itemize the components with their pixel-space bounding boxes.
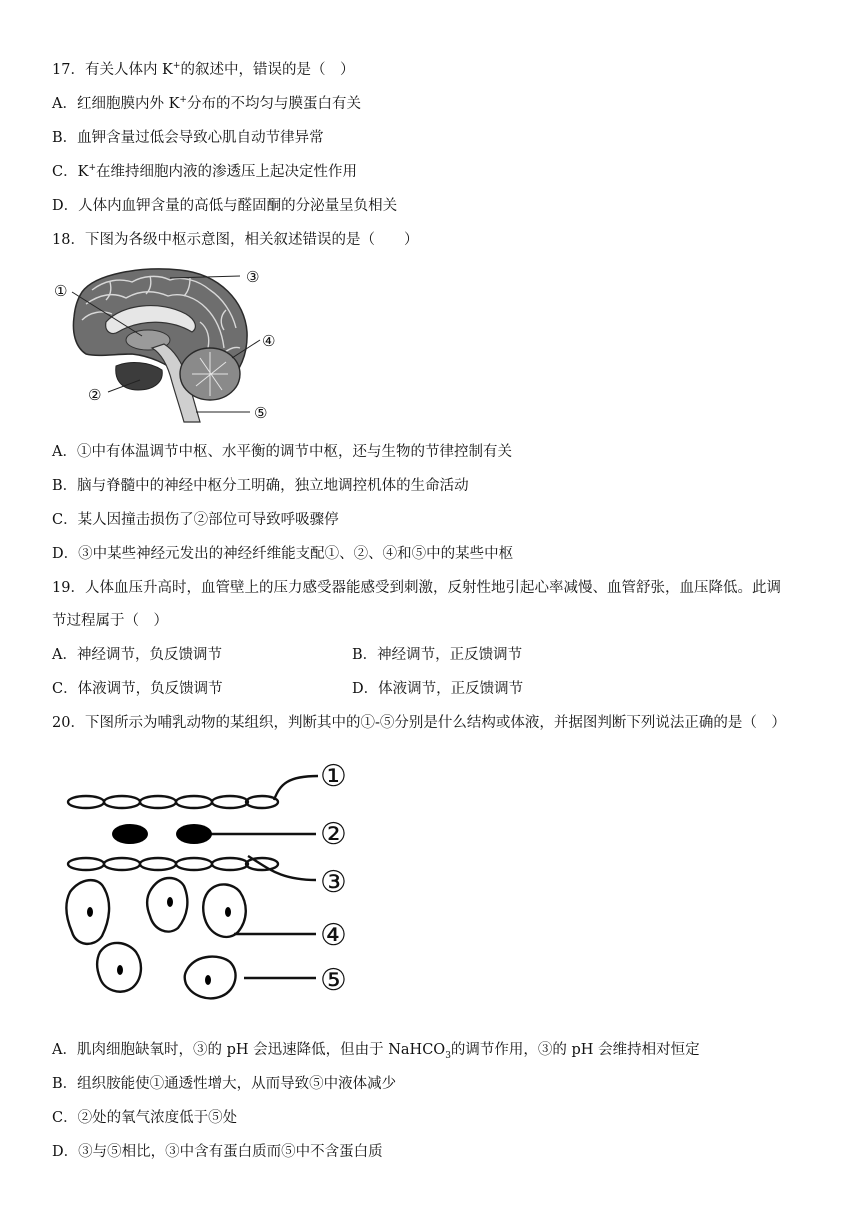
q20-option-b: B．组织胺能使①通透性增大，从而导致⑤中液体减少 (52, 1076, 397, 1092)
brain-label-2: ② (88, 386, 102, 404)
q18-stem: 18．下图为各级中枢示意图，相关叙述错误的是（ ） (52, 232, 419, 248)
q20-option-c: C．②处的氧气浓度低于⑤处 (52, 1110, 238, 1126)
q19-option-c: C．体液调节，负反馈调节 (52, 681, 223, 697)
tissue-label-3: ③ (320, 865, 347, 900)
q19-stem-line1: 19．人体血压升高时，血管壁上的压力感受器能感受到刺激，反射性地引起心率减慢、血管舒张，血压降低。此调 (52, 580, 781, 596)
tissue-label-1: ① (320, 759, 347, 794)
brain-label-3: ③ (246, 268, 260, 286)
tissue-label-4: ④ (320, 918, 347, 953)
tissue-diagram (58, 752, 368, 1017)
q17-stem: 17．有关人体内 K+的叙述中，错误的是（ ） (52, 61, 355, 78)
q19-option-d: D．体液调节，正反馈调节 (352, 681, 524, 697)
q18-option-a: A．①中有体温调节中枢、水平衡的调节中枢，还与生物的节律控制有关 (52, 444, 512, 460)
brain-label-1: ① (54, 282, 68, 300)
q17-option-d: D．人体内血钾含量的高低与醛固酮的分泌量呈负相关 (52, 198, 398, 214)
brain-diagram (50, 262, 280, 427)
q20-option-a: A．肌肉细胞缺氧时，③的 pH 会迅速降低，但由于 NaHCO$_3$的调节作用，③的 pH 会维持相对恒定 (52, 1042, 700, 1061)
tissue-label-2: ② (320, 817, 347, 852)
q20-stem: 20．下图所示为哺乳动物的某组织，判断其中的①-⑤分别是什么结构或体液，并据图判断下列说法正确的是（ ） (52, 715, 786, 731)
tissue-label-5: ⑤ (320, 963, 347, 998)
q20-option-d: D．③与⑤相比，③中含有蛋白质而⑤中不含蛋白质 (52, 1144, 383, 1160)
q19-option-b: B．神经调节，正反馈调节 (352, 647, 523, 663)
q18-option-c: C．某人因撞击损伤了②部位可导致呼吸骤停 (52, 512, 339, 528)
q19-stem-line2: 节过程属于（ ） (52, 613, 168, 629)
brain-label-4: ④ (262, 332, 276, 350)
q19-option-a: A．神经调节，负反馈调节 (52, 647, 222, 663)
q18-option-d: D．③中某些神经元发出的神经纤维能支配①、②、④和⑤中的某些中枢 (52, 546, 514, 562)
brain-label-5: ⑤ (254, 404, 268, 422)
q17-option-a: A．红细胞膜内外 K+分布的不均匀与膜蛋白有关 (52, 95, 361, 112)
q17-option-c: C．K+在维持细胞内液的渗透压上起决定性作用 (52, 163, 357, 180)
q17-option-b: B．血钾含量过低会导致心肌自动节律异常 (52, 130, 324, 146)
q18-option-b: B．脑与脊髓中的神经中枢分工明确，独立地调控机体的生命活动 (52, 478, 469, 494)
